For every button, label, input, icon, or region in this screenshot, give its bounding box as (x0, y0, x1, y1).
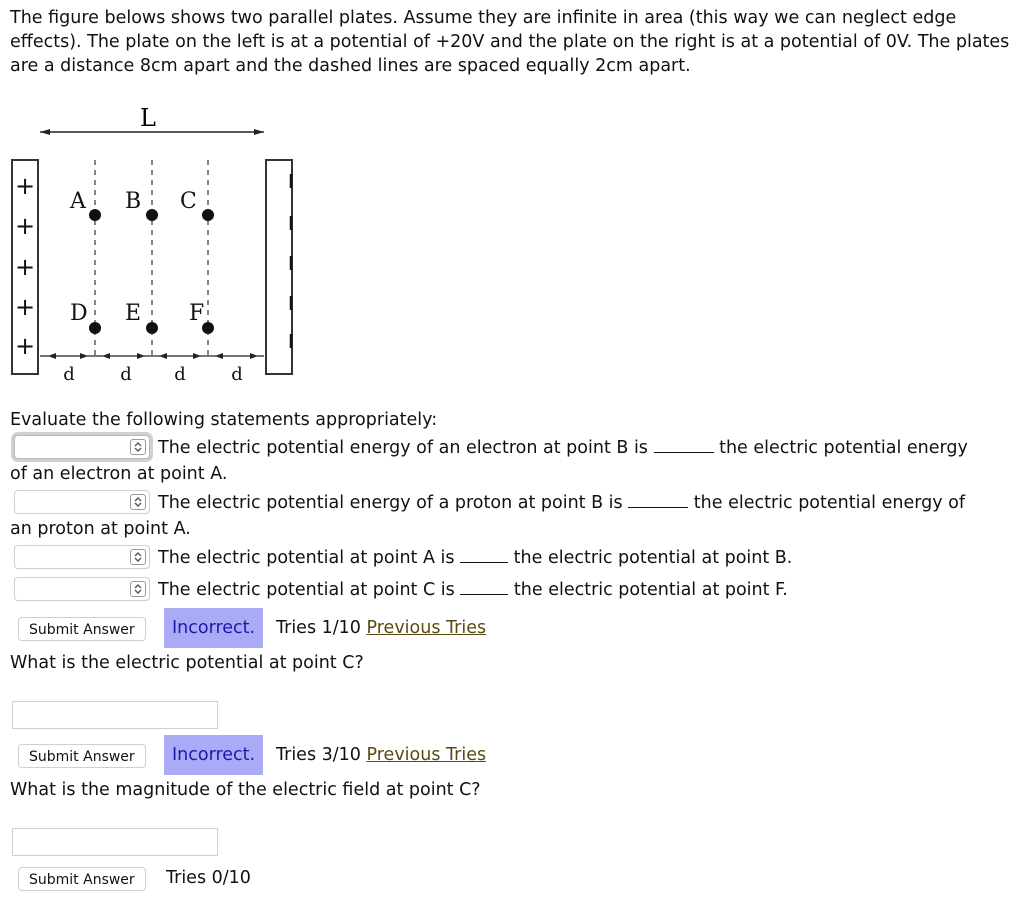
statement-4-text: The electric potential at point C is (158, 580, 455, 600)
statement-3-after: the electric potential at point B. (513, 548, 793, 568)
evaluate-prompt: Evaluate the following statements appropriately: (10, 410, 438, 430)
point-a-dot (89, 209, 101, 221)
question-electric-field: What is the magnitude of the electric field at point C? (10, 780, 481, 800)
statement-2-select[interactable] (14, 490, 150, 514)
plus-2: + (14, 212, 36, 240)
point-c-label: C (180, 189, 197, 214)
previous-tries-link-1[interactable]: Previous Tries (366, 618, 487, 638)
plus-1: + (14, 172, 36, 200)
point-b-label: B (125, 189, 142, 214)
chevron-updown-icon (130, 581, 146, 597)
statement-1-after: the electric potential energy (719, 438, 968, 458)
statement-2-blank (628, 491, 688, 508)
spacing-label-3: d (174, 364, 186, 385)
plus-3: + (14, 253, 36, 281)
statement-3-select[interactable] (14, 545, 150, 569)
point-a-label: A (70, 189, 86, 214)
submit-answer-button-1[interactable]: Submit Answer (18, 617, 146, 641)
spacing-label-4: d (231, 364, 243, 385)
statement-4-select[interactable] (14, 577, 150, 601)
statement-3-text: The electric potential at point A is (158, 548, 455, 568)
statement-1-blank (654, 436, 714, 453)
problem-intro: The figure belows shows two parallel plates. Assume they are infinite in area (this way we can neglect edge effects). The plate on the left is at a potential of +20V and the plate on the right is at a potential of 0V. The plates are a distance 8cm apart and the dashed lines are spaced equally 2cm apart. (10, 8, 1010, 76)
incorrect-badge-2: Incorrect. (164, 735, 263, 775)
spacing-label-2: d (120, 364, 132, 385)
statement-1-select[interactable] (14, 435, 150, 459)
parallel-plates-figure (8, 98, 298, 388)
point-e-dot (146, 322, 158, 334)
statement-2-text: The electric potential energy of a proton at point B is (158, 493, 623, 513)
point-f-dot (202, 322, 214, 334)
point-b-dot (146, 209, 158, 221)
electric-potential-input[interactable] (12, 701, 218, 729)
statement-2-after: the electric potential energy of (693, 493, 966, 513)
chevron-updown-icon (130, 494, 146, 510)
submit-answer-button-2[interactable]: Submit Answer (18, 744, 146, 768)
length-label: L (140, 104, 156, 132)
question-electric-potential: What is the electric potential at point C? (10, 653, 364, 673)
tries-count-1: Tries 1/10 (276, 618, 361, 638)
point-d-dot (89, 322, 101, 334)
chevron-updown-icon (130, 439, 146, 455)
statement-4-after: the electric potential at point F. (513, 580, 788, 600)
plus-4: + (14, 293, 36, 321)
statement-4-blank (460, 578, 508, 595)
spacing-label-1: d (63, 364, 75, 385)
electric-field-input[interactable] (12, 828, 218, 856)
statement-1-continuation: of an electron at point A. (10, 464, 228, 484)
point-d-label: D (70, 301, 88, 326)
submit-answer-button-3[interactable]: Submit Answer (18, 867, 146, 891)
statement-3-blank (460, 546, 508, 563)
statement-1-text: The electric potential energy of an electron at point B is (158, 438, 648, 458)
point-e-label: E (125, 301, 142, 326)
tries-count-2: Tries 3/10 (276, 745, 361, 765)
incorrect-badge-1: Incorrect. (164, 608, 263, 648)
point-c-dot (202, 209, 214, 221)
plus-5: + (14, 332, 36, 360)
point-f-label: F (189, 301, 205, 326)
statement-2-continuation: an proton at point A. (10, 519, 191, 539)
tries-count-3: Tries 0/10 (166, 868, 251, 888)
chevron-updown-icon (130, 549, 146, 565)
previous-tries-link-2[interactable]: Previous Tries (366, 745, 487, 765)
